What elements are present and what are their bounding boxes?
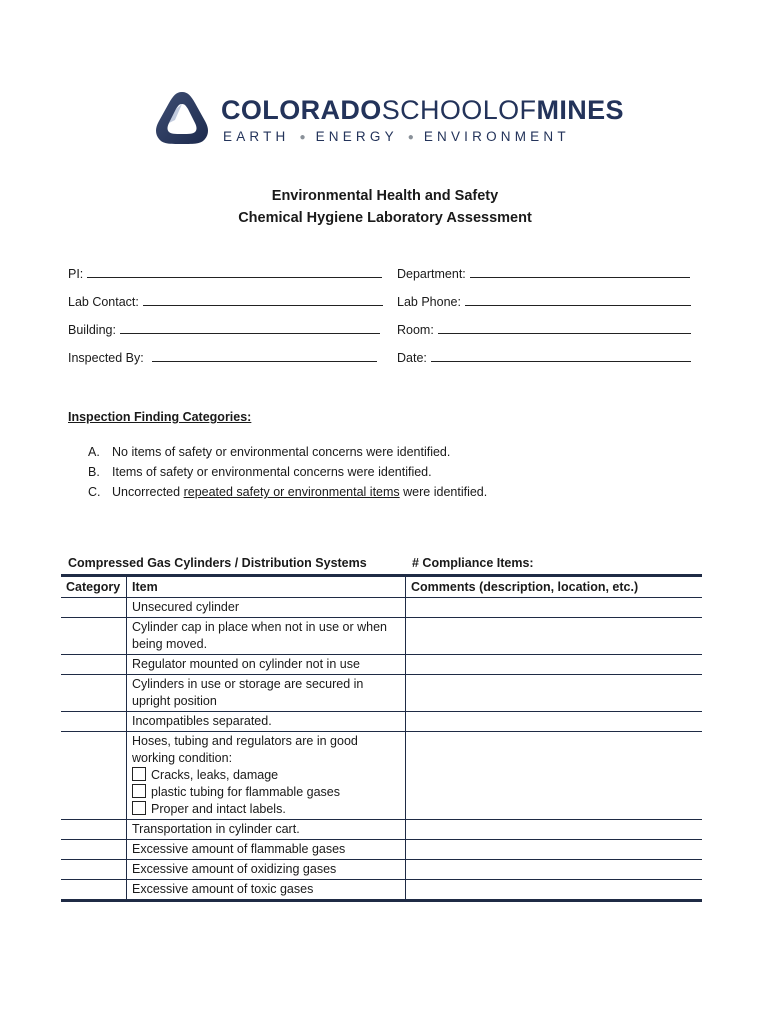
table-row — [61, 618, 702, 655]
table-row — [61, 598, 702, 618]
table-row — [61, 840, 702, 860]
mines-triangle-icon — [155, 90, 209, 146]
item-cell: Cylinder cap in place when not in use or when being moved. — [127, 618, 406, 655]
category-header: Category — [61, 576, 127, 598]
room-field[interactable]: Room: — [397, 321, 691, 337]
category-cell[interactable] — [61, 598, 127, 618]
comments-cell[interactable] — [406, 820, 703, 840]
hoses-item-text: Hoses, tubing and regulators are in good working condition: — [132, 734, 358, 765]
category-cell[interactable] — [61, 618, 127, 655]
category-cell[interactable] — [61, 675, 127, 712]
category-cell[interactable] — [61, 820, 127, 840]
item-cell: Excessive amount of toxic gases — [127, 880, 406, 901]
date-field[interactable]: Date: — [397, 349, 691, 365]
pi-field[interactable]: PI: — [68, 265, 382, 281]
item-cell: Cylinders in use or storage are secured in upright position — [127, 675, 406, 712]
category-a: A. No items of safety or environmental concerns were identified. — [88, 445, 451, 459]
lab-contact-field[interactable]: Lab Contact: — [68, 293, 383, 309]
lab-phone-field[interactable]: Lab Phone: — [397, 293, 691, 309]
table-row — [61, 675, 702, 712]
item-cell: Incompatibles separated. — [127, 712, 406, 732]
checklist-item: Cracks, leaks, damage — [132, 767, 400, 784]
category-c: C. Uncorrected repeated safety or environmental items were identified. — [88, 485, 488, 499]
category-cell[interactable] — [61, 840, 127, 860]
table-row — [61, 732, 702, 820]
item-header: Item — [127, 576, 406, 598]
category-cell[interactable] — [61, 732, 127, 820]
checkbox[interactable] — [132, 801, 146, 815]
comments-cell[interactable] — [406, 712, 703, 732]
checkbox[interactable] — [132, 784, 146, 798]
item-cell — [127, 732, 406, 820]
category-b: B. Items of safety or environmental concerns were identified. — [88, 465, 432, 479]
comments-cell[interactable] — [406, 618, 703, 655]
table-row — [61, 820, 702, 840]
table-header — [61, 576, 702, 598]
comments-cell[interactable] — [406, 655, 703, 675]
comments-cell[interactable] — [406, 880, 703, 901]
table-row — [61, 860, 702, 880]
school-logo — [155, 90, 625, 150]
logo-tagline: EARTH ● ENERGY ● ENVIRONMENT — [223, 129, 570, 144]
category-cell[interactable] — [61, 712, 127, 732]
department-field[interactable]: Department: — [397, 265, 690, 281]
inspected-by-field[interactable]: Inspected By: — [68, 349, 377, 365]
comments-cell[interactable] — [406, 840, 703, 860]
finding-categories-list — [88, 442, 487, 502]
comments-header: Comments (description, location, etc.) — [406, 576, 703, 598]
item-cell: Regulator mounted on cylinder not in use — [127, 655, 406, 675]
comments-cell[interactable] — [406, 675, 703, 712]
checklist-item: plastic tubing for flammable gases — [132, 784, 400, 801]
page-subtitle: Chemical Hygiene Laboratory Assessment — [238, 210, 532, 226]
comments-cell[interactable] — [406, 598, 703, 618]
table-row — [61, 712, 702, 732]
comments-cell[interactable] — [406, 732, 703, 820]
building-field[interactable]: Building: — [68, 321, 380, 337]
item-cell: Transportation in cylinder cart. — [127, 820, 406, 840]
category-cell[interactable] — [61, 655, 127, 675]
category-cell[interactable] — [61, 880, 127, 901]
compliance-items-label: # Compliance Items: — [412, 556, 534, 570]
comments-cell[interactable] — [406, 860, 703, 880]
checkbox[interactable] — [132, 767, 146, 781]
table-row — [61, 655, 702, 675]
category-cell[interactable] — [61, 860, 127, 880]
checklist-item: Proper and intact labels. — [132, 801, 400, 818]
item-cell: Excessive amount of oxidizing gases — [127, 860, 406, 880]
section-title: Compressed Gas Cylinders / Distribution Systems — [68, 556, 367, 570]
item-cell: Unsecured cylinder — [127, 598, 406, 618]
logo-wordmark: COLORADOSCHOOLOFMINES — [221, 95, 624, 125]
table-row — [61, 880, 702, 901]
page-title: Environmental Health and Safety — [271, 188, 499, 204]
item-cell: Excessive amount of flammable gases — [127, 840, 406, 860]
finding-categories-heading: Inspection Finding Categories: — [68, 410, 252, 424]
assessment-table — [61, 574, 702, 902]
